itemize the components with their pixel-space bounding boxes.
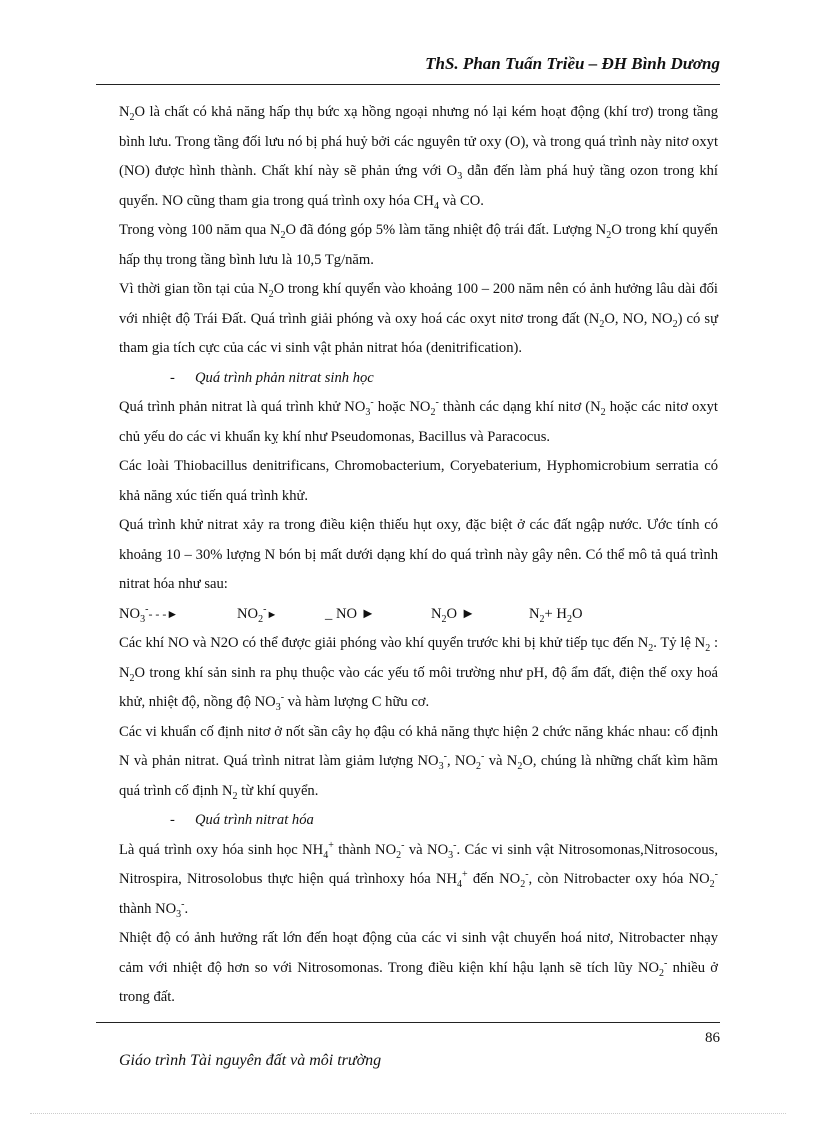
paragraph-species: Các loài Thiobacillus denitrificans, Chromobacterium, Coryebaterium, Hyphomicrobium serratia có khả năng xúc tiến quá trình khử.: [119, 458, 718, 504]
page-footer-title: Giáo trình Tài nguyên đất và môi trường: [119, 1052, 382, 1069]
paragraph-reduction-conditions: Quá trình khử nitrat xảy ra trong điều kiện thiếu hụt oxy, đặc biệt ở các đất ngập nước. Ước tính có khoảng 10 – 30% lượng N bón bị mất dưới dạng khí do quá trình này gây nên. Có thể mô tả quá trình nitrat hóa như sau:: [119, 517, 718, 592]
paragraph-gas-release: Các khí NO và N2O có thể được giải phóng vào khí quyển trước khi bị khử tiếp tục đến $N_2$. Tỷ lệ $N_2$ : $N_2O$ trong khí sản sinh ra phụ thuộc vào các yếu tố môi trường như pH, độ ẩm đất, điện thế oxy hoá khử, nhiệt độ, nồng độ $NO_3^-$ và hàm lượng C hữu cơ.: [119, 635, 718, 713]
paragraph-nitrification-def: Là quá trình oxy hóa sinh học $NH_4^+$ thành $NO_2^-$ và $NO_3^-$. Các vi sinh vật Nitrosomonas,Nitrosocous, Nitrospira, Nitrosolobus thực hiện quá trìnhoxy hóa $NH_4^+$ đến $NO_2^-$, còn Nitrobacter oxy hóa $NO_2^-$ thành $NO_3^-$.: [119, 839, 719, 920]
page-edge-divider: [30, 1113, 786, 1114]
paragraph-n2o-properties: $N_2O$ là chất có khả năng hấp thụ bức xạ hồng ngoại nhưng nó lại kém hoạt động (khí trơ) trong tầng bình lưu. Trong tầng đối lưu nó bị phá huỷ bởi các nguyên tử oxy (O), và trong quá trình này nitơ oxyt (NO) được hình thành. Chất khí này sẽ phản ứng với $O_3$ dẫn đến làm phá huỷ tầng ozon trong khí quyển. NO cũng tham gia trong quá trình oxy hóa $CH_4$ và CO.: [119, 104, 718, 212]
paragraph-nitrogen-fixers: Các vi khuẩn cố định nitơ ở nốt sần cây họ đậu có khả năng thực hiện 2 chức năng khác nhau: cố định N và phản nitrat. Quá trình nitrat làm giảm lượng $NO_3^-$, $NO_2^-$ và $N_2O$, chúng là những chất kìm hãm quá trình cố định $N_2$ từ khí quyển.: [119, 723, 718, 802]
reaction-equation: [119, 600, 718, 630]
paragraph-denitrification-def: Quá trình phản nitrat là quá trình khử $NO_3^-$ hoặc $NO_2^-$ thành các dạng khí nitơ ($N_2$ hoặc các nitơ oxyt chủ yếu do các vi khuẩn kỵ khí như Pseudomonas, Bacillus và Paracocus.: [119, 397, 718, 445]
page-header: ThS. Phan Tuấn Triều – ĐH Bình Dương: [425, 54, 720, 73]
header-divider: [96, 84, 720, 85]
eq-term-products: $N_2+ H_2O$: [529, 605, 583, 625]
footer-divider: [96, 1022, 720, 1023]
page-number: 86: [705, 1030, 720, 1046]
eq-term-no3: $NO_3^--$ - -►: [119, 603, 179, 625]
eq-term-no: _ NO ►: [325, 605, 376, 622]
eq-term-no2: $NO_2^-►$: [237, 603, 278, 625]
paragraph-n2o-warming: Trong vòng 100 năm qua $N_2O$ đã đóng góp 5% làm tăng nhiệt độ trái đất. Lượng $N_2O$ trong khí quyển hấp thụ trong tầng bình lưu là 10,5 Tg/năm.: [119, 222, 718, 268]
eq-term-n2o: $N_2O$ ►: [431, 605, 476, 625]
section-heading-nitrification: - Quá trình nitrat hóa: [170, 812, 314, 828]
section-heading-denitrification: - Quá trình phản nitrat sinh học: [170, 369, 374, 386]
paragraph-temperature: Nhiệt độ có ảnh hưởng rất lớn đến hoạt động của các vi sinh vật chuyển hoá nitơ, Nitrobacter nhạy cảm với nhiệt độ hơn so với Nitrosomonas. Trong điều kiện khí hậu lạnh sẽ tích lũy $NO_2^-$ nhiều ở trong đất.: [119, 930, 719, 1005]
paragraph-n2o-lifetime: Vì thời gian tồn tại của $N_2O$ trong khí quyển vào khoảng 100 – 200 năm nên có ảnh hưởng lâu dài đối với nhiệt độ Trái Đất. Quá trình giải phóng và oxy hoá các oxyt nitơ trong đất ($N_2O$, NO, $NO_2$) có sự tham gia tích cực của các vi sinh vật phản nitrat hóa (denitrification).: [119, 281, 718, 356]
document-body: [119, 98, 718, 1013]
